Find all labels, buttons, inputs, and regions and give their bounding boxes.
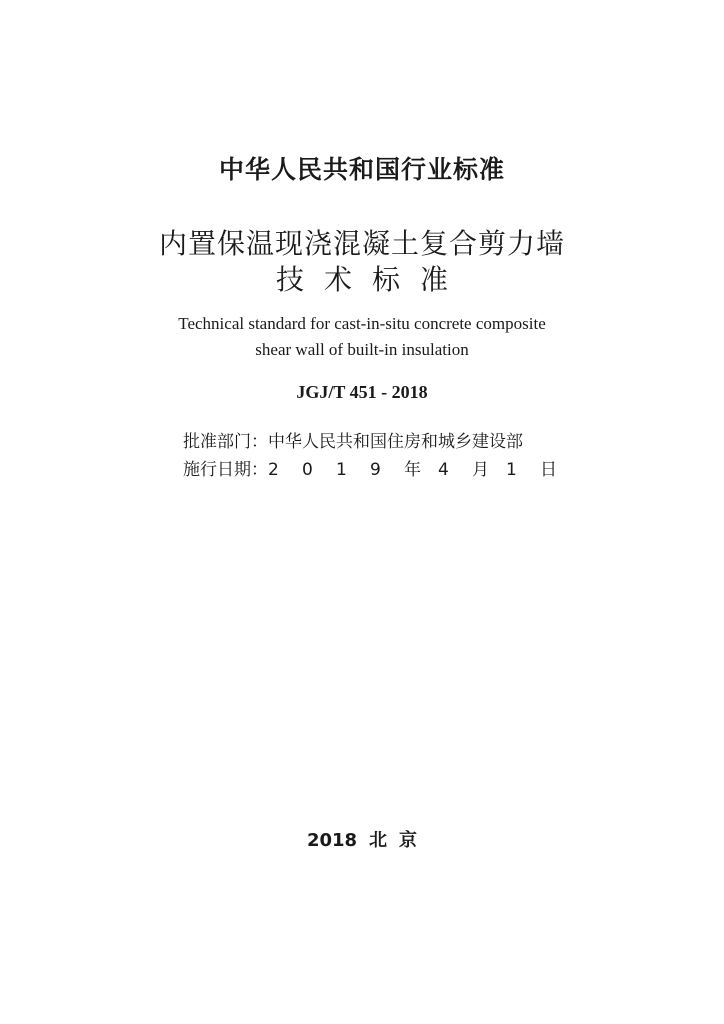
effective-date-label: 施行日期： xyxy=(183,460,268,480)
chinese-title-line-1: 内置保温现浇混凝土复合剪力墙 xyxy=(158,227,565,260)
date-char: 4 xyxy=(438,460,449,480)
title-char: 标 xyxy=(372,263,401,296)
effective-date-row xyxy=(183,456,574,484)
english-title-line-1: Technical standard for cast-in-situ concrete composite xyxy=(178,314,546,333)
effective-date-value xyxy=(268,456,574,484)
date-char: 2 xyxy=(268,460,279,480)
publication-city-char: 北 xyxy=(369,830,388,851)
publication-line xyxy=(0,826,724,852)
date-char: 9 xyxy=(370,460,381,480)
approval-label: 批准部门： xyxy=(183,432,268,452)
publication-year: 2018 xyxy=(306,830,358,851)
date-char: 1 xyxy=(336,460,347,480)
english-title-line-2: shear wall of built-in insulation xyxy=(255,340,469,359)
title-char: 技 xyxy=(275,263,304,296)
date-char: 日 xyxy=(540,460,557,480)
info-block xyxy=(183,428,574,484)
title-char: 准 xyxy=(420,263,449,296)
date-char: 1 xyxy=(506,460,517,480)
approval-row xyxy=(183,428,574,456)
approval-value: 中华人民共和国住房和城乡建设部 xyxy=(268,432,523,452)
date-char: 0 xyxy=(302,460,313,480)
date-char: 月 xyxy=(472,460,489,480)
standard-number: JGJ/T 451 - 2018 xyxy=(296,382,428,402)
date-char: 年 xyxy=(404,460,421,480)
standard-type-heading: 中华人民共和国行业标准 xyxy=(218,155,505,184)
publication-city-char: 京 xyxy=(399,830,418,851)
chinese-title-line-2 xyxy=(0,258,724,298)
title-char: 术 xyxy=(323,263,352,296)
